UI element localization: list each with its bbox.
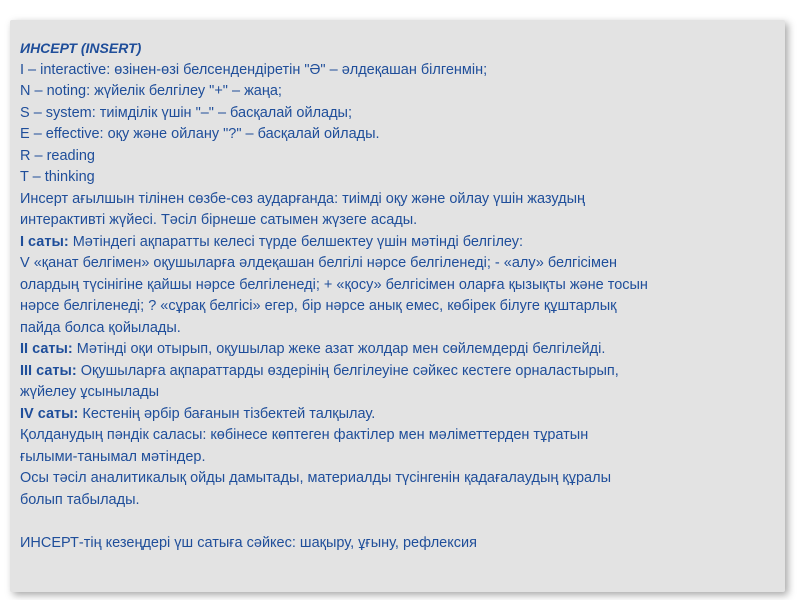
usage-line: Қолданудың пәндік саласы: көбінесе көптеген фактілер мен мәліметтерден тұратын [20,427,589,443]
stage-2-label: II саты: [20,341,73,357]
intro-line: интерактивті жүйесі. Тәсіл бірнеше сатымен жүзеге асады. [20,212,418,228]
letter-t: T – thinking [20,169,95,185]
stage-3 [20,361,780,383]
letter-n: N – noting: жүйелік белгілеу "+" – жаңа; [20,83,282,99]
stage-3-text: Оқушыларға ақпараттарды өздерінің белгілеуіне сәйкес кестеге орналастырып, [76,362,619,379]
stage-1-label: I саты: [20,233,69,250]
slide-text [20,38,780,554]
stage-1 [20,232,780,254]
usage-line: ғылыми-танымал мәтіндер. [20,448,206,465]
stage-3-line: жүйелеу ұсынылады [20,384,160,400]
stage-1-line: V «қанат белгімен» оқушыларға әлдеқашан белгілі нәрсе белгіленеді; - «алу» белгісімен [20,255,618,271]
usage-line: Осы тәсіл аналитикалық ойды дамытады, материалды түсінгенін қадағалаудың құралы [20,470,612,486]
stage-2-text: Мәтінді оқи отырып, оқушылар жеке азат жолдар мен сөйлемдерді белгілейді. [72,341,606,357]
letter-e: E – effective: оқу және ойлану "?" – басқалай ойлады. [20,126,380,142]
stage-3-label: III саты: [20,362,77,379]
stage-4-label: IV саты: [20,405,79,422]
usage-line: болып табылады. [20,491,140,508]
stage-1-line: олардың түсінігіне қайшы нәрсе белгіленеді; + «қосу» белгісімен оларға қызықты және тосын [20,276,648,293]
spacer [20,511,780,533]
letter-s: S – system: тиімділік үшін "–" – басқалай ойлады; [20,104,353,121]
stage-1-text: Мәтіндегі ақпаратты келесі түрде белшектеу үшін мәтінді белгілеу: [68,233,524,250]
slide-title: ИНСЕРТ (INSERT) [20,40,142,56]
stage-1-line: пайда болса қойылады. [20,319,181,336]
stage-1-line: нәрсе белгіленеді; ? «сұрақ белгісі» егер, бір нәрсе анық емес, көбірек білуге құштарлық [20,298,617,314]
footer-line: ИНСЕРТ-тің кезеңдері үш сатыға сәйкес: шақыру, ұғыну, рефлексия [20,534,477,551]
stage-4 [20,404,780,426]
letter-r: R – reading [20,147,95,164]
stage-4-text: Кестенің әрбір бағанын тізбектей талқылау. [78,405,376,422]
stage-2 [20,339,780,361]
intro-line: Инсерт ағылшын тілінен сөзбе-сөз аударғанда: тиімді оқу және ойлау үшін жазудың [20,190,586,207]
letter-i: I – interactive: өзінен-өзі белсендендіретін "Ә" – әлдеқашан білгенмін; [20,61,488,78]
